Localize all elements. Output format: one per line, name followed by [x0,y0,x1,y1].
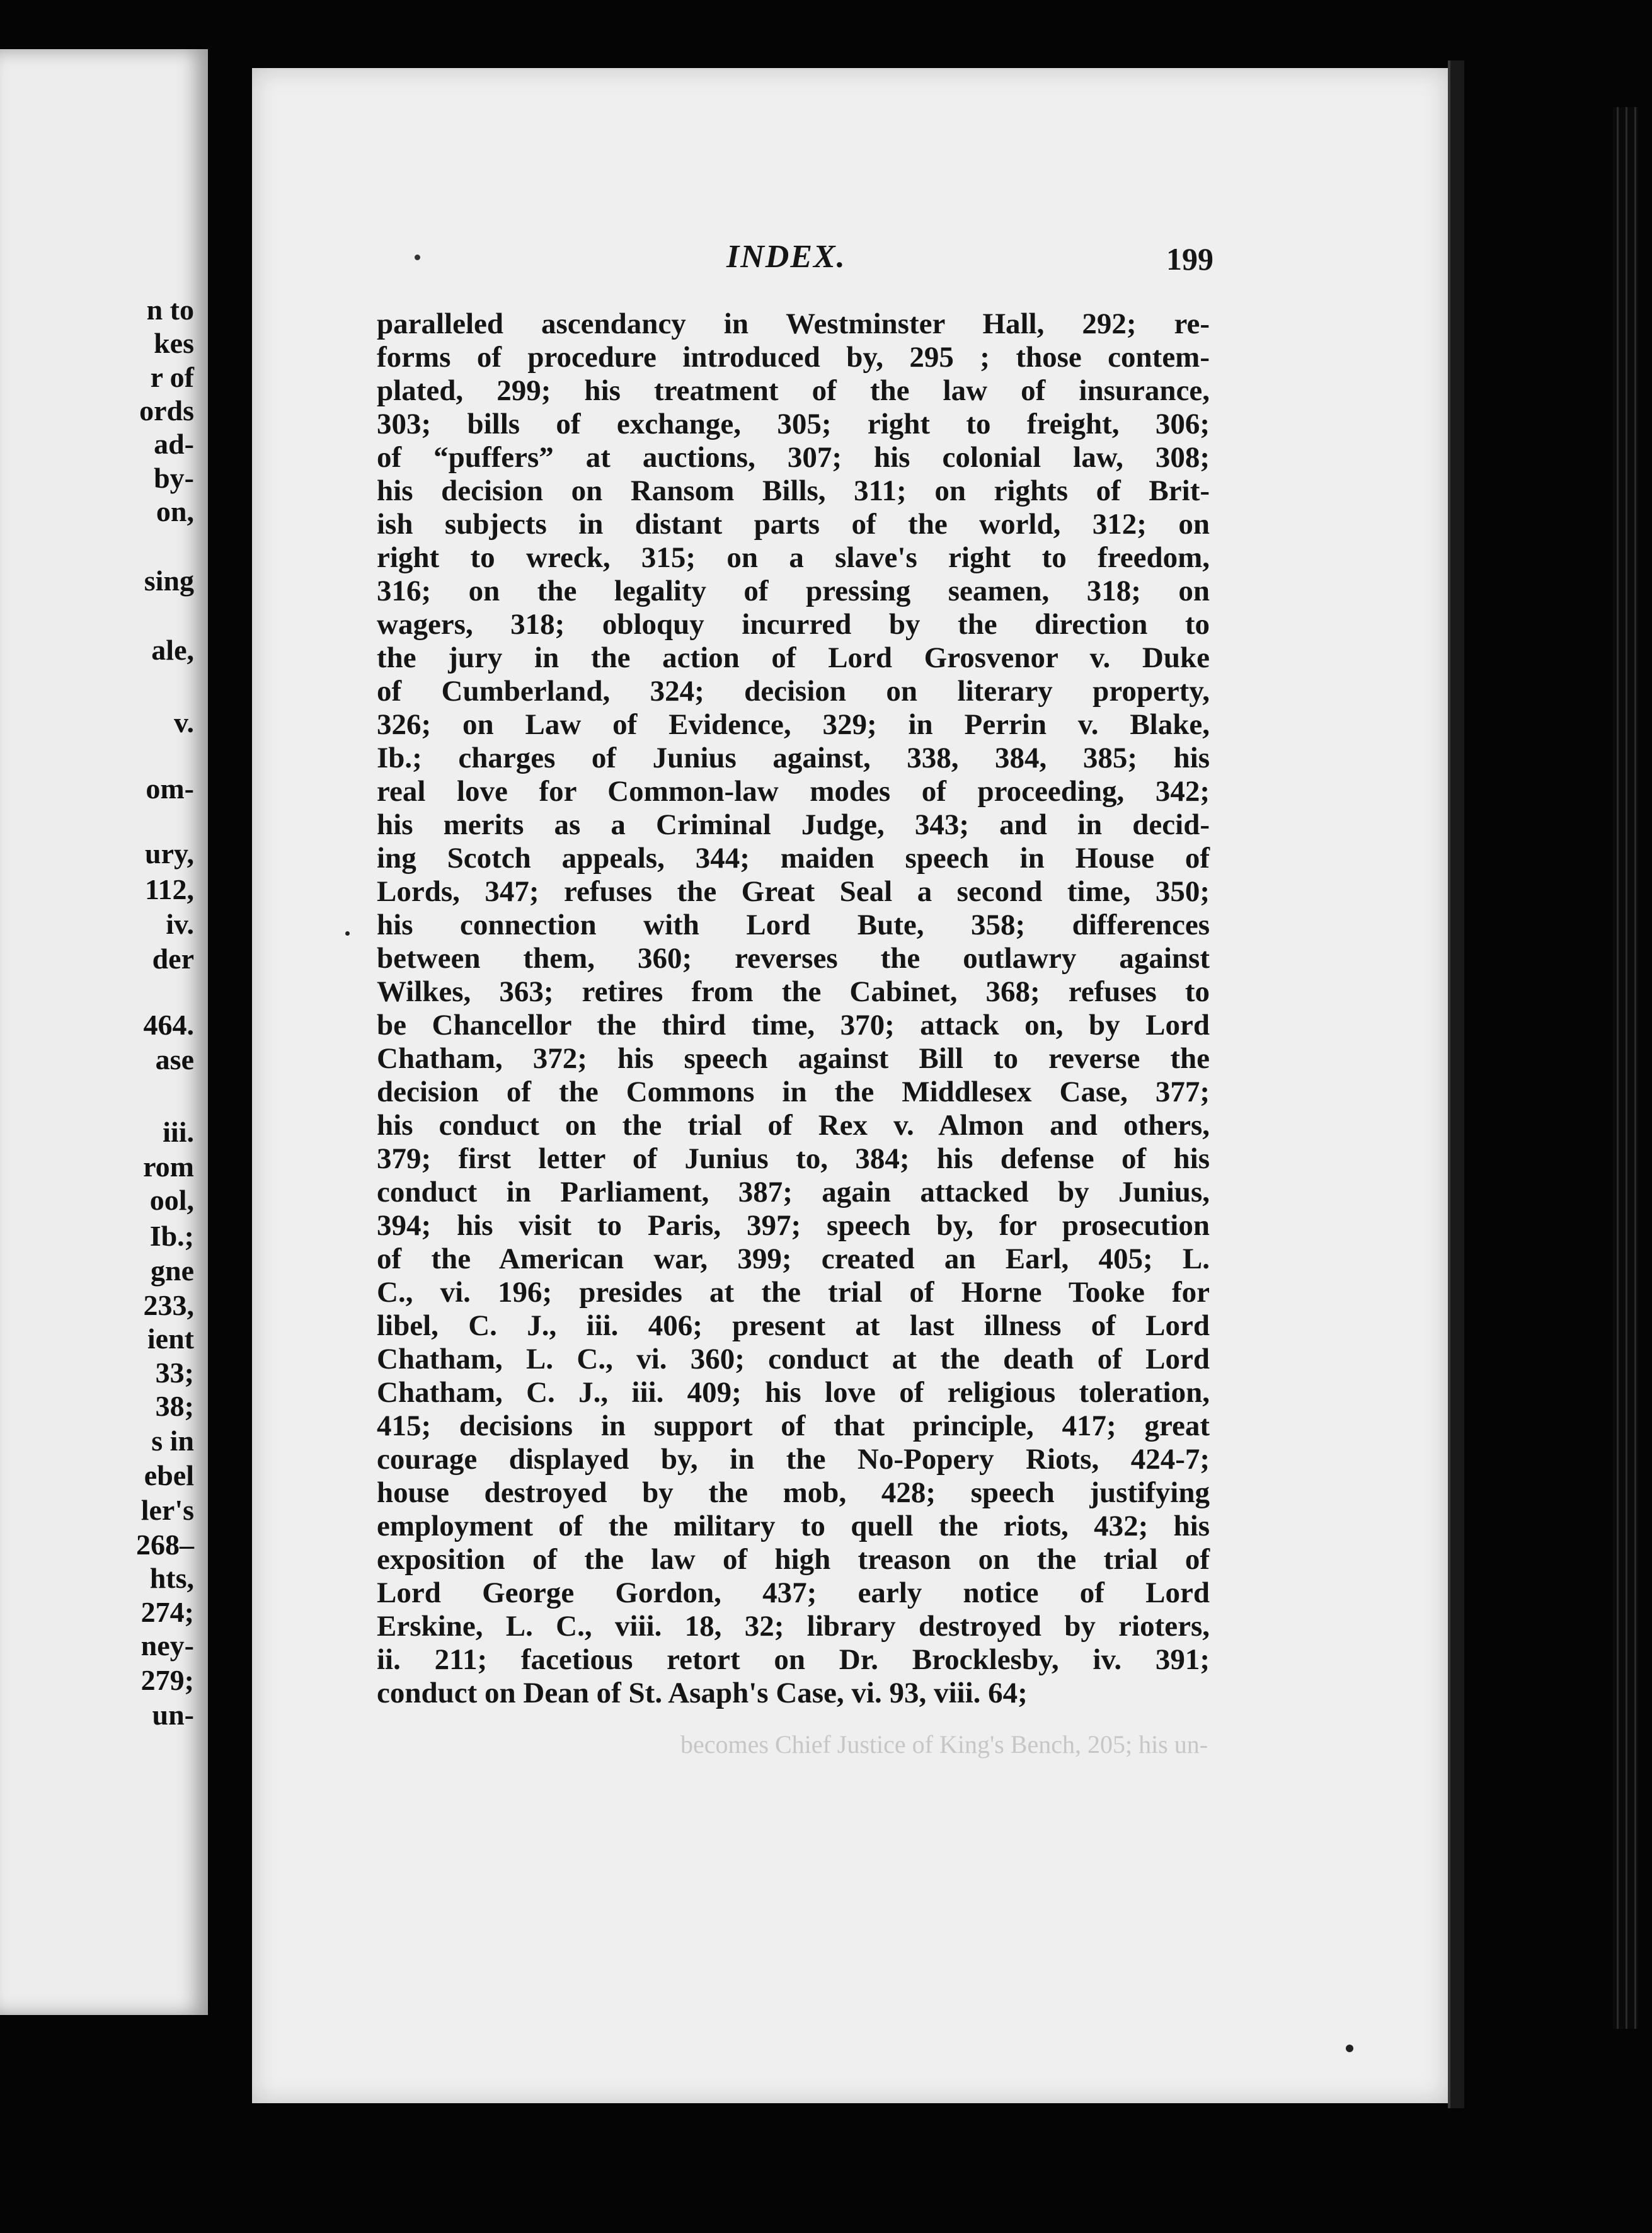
left-page-line-fragment: ler's [141,1494,194,1526]
text-line: conduct in Parliament, 387; again attacked by Junius, [377,1176,1210,1208]
text-line: 379; first letter of Junius to, 384; his defense of his [377,1142,1210,1175]
left-page-line-fragment: ale, [151,634,194,666]
text-line: 415; decisions in support of that principle, 417; great [377,1409,1210,1442]
text-line: libel, C. J., iii. 406; present at last illness of Lord [377,1309,1210,1342]
dust-speck [1346,2045,1353,2052]
text-line: 316; on the legality of pressing seamen, 318; on [377,575,1210,607]
bleed-through-text: becomes Chief Justice of King's Bench, 205; his un- [680,1730,1208,1759]
text-line: the jury in the action of Lord Grosvenor v. Duke [377,641,1210,674]
text-line: his decision on Ransom Bills, 311; on rights of Brit- [377,474,1210,507]
left-page-line-fragment: s in [151,1425,194,1457]
left-page-line-fragment: 268– [136,1529,194,1561]
left-page-line-fragment: kes [154,327,194,359]
left-page-line-fragment: r of [150,361,194,393]
left-page-line-fragment: iii. [163,1116,194,1148]
text-line: conduct on Dean of St. Asaph's Case, vi. 93, viii. 64; [377,1677,1028,1709]
text-line: his merits as a Criminal Judge, 343; and in decid- [377,808,1210,841]
text-line: forms of procedure introduced by, 295 ; those contem- [377,341,1210,374]
text-line: Lord George Gordon, 437; early notice of Lord [377,1576,1210,1609]
page-title: INDEX. [726,239,846,275]
left-page-line-fragment: om- [146,772,194,805]
left-page-line-fragment: rom [143,1151,194,1183]
page-number: 199 [1166,241,1213,277]
text-line: Chatham, 372; his speech against Bill to reverse the [377,1042,1210,1075]
text-line: of the American war, 399; created an Earl, 405; L. [377,1243,1210,1275]
left-page-line-fragment: 279; [141,1664,194,1696]
text-line: courage displayed by, in the No-Popery Riots, 424-7; [377,1443,1210,1476]
text-line: his connection with Lord Bute, 358; differences [377,909,1210,941]
text-line: Chatham, L. C., vi. 360; conduct at the death of Lord [377,1343,1210,1375]
text-line: right to wreck, 315; on a slave's right to freedom, [377,541,1210,574]
text-line: of “puffers” at auctions, 307; his colonial law, 308; [377,441,1210,474]
left-page-line-fragment: 464. [143,1009,194,1041]
text-line: 303; bills of exchange, 305; right to freight, 306; [377,408,1210,440]
text-line: employment of the military to quell the riots, 432; his [377,1510,1210,1542]
text-line: Ib.; charges of Junius against, 338, 384, 385; his [377,742,1210,774]
book-spine-edge [1613,107,1638,2029]
left-page-line-fragment: on, [156,495,194,527]
index-entry-text [377,307,1210,1710]
text-line: ing Scotch appeals, 344; maiden speech in House of [377,842,1210,875]
running-header [377,238,1213,277]
text-line: Wilkes, 363; retires from the Cabinet, 368; refuses to [377,975,1210,1008]
text-line: wagers, 318; obloquy incurred by the direction to [377,608,1210,641]
left-page-line-fragment: der [152,943,194,975]
text-line: ish subjects in distant parts of the world, 312; on [377,508,1210,541]
text-line: house destroyed by the mob, 428; speech justifying [377,1476,1210,1509]
text-line: Lords, 347; refuses the Great Seal a second time, 350; [377,875,1210,908]
page-edge-shadow [1448,60,1464,2108]
text-line: C., vi. 196; presides at the trial of Horne Tooke for [377,1276,1210,1309]
text-line: his conduct on the trial of Rex v. Almon and others, [377,1109,1210,1142]
text-line: be Chancellor the third time, 370; attack on, by Lord [377,1009,1210,1042]
left-page-line-fragment: sing [144,565,194,597]
left-page-line-fragment: n to [146,294,194,326]
dust-speck [345,931,350,936]
text-line: between them, 360; reverses the outlawry against [377,942,1210,975]
left-page-line-fragment: ool, [149,1184,194,1216]
left-page-line-fragment: 233, [143,1289,194,1321]
left-page-line-fragment: ords [139,394,194,427]
text-line: Erskine, L. C., viii. 18, 32; library destroyed by rioters, [377,1610,1210,1643]
text-line: decision of the Commons in the Middlesex Case, 377; [377,1076,1210,1108]
left-page-line-fragment: v. [174,706,194,738]
left-page-line-fragment: ient [147,1323,194,1355]
text-line: exposition of the law of high treason on the trial of [377,1543,1210,1576]
left-page-line-fragment: iv. [166,908,194,940]
left-page-line-fragment: 274; [141,1596,194,1628]
left-page-line-fragment: 33; [155,1357,194,1389]
left-page-line-fragment: ury, [145,837,194,870]
text-line: of Cumberland, 324; decision on literary property, [377,675,1210,708]
text-line: 394; his visit to Paris, 397; speech by, for prosecution [377,1209,1210,1242]
printer-dot-mark [415,255,420,260]
text-line: ii. 211; facetious retort on Dr. Brocklesby, iv. 391; [377,1643,1210,1676]
left-page-line-fragment: un- [152,1699,194,1731]
left-page-line-fragment: ad- [154,428,194,460]
text-line: 326; on Law of Evidence, 329; in Perrin v. Blake, [377,708,1210,741]
left-page-line-fragment: ase [155,1043,194,1076]
text-line: plated, 299; his treatment of the law of insurance, [377,374,1210,407]
left-facing-page [0,49,208,2015]
left-page-line-fragment: ebel [144,1459,194,1491]
left-page-line-fragment: 38; [155,1390,194,1422]
left-page-line-fragment: Ib.; [149,1220,194,1252]
left-page-line-fragment: by- [154,462,194,494]
left-page-line-fragment: ney- [141,1629,194,1662]
left-page-line-fragment: gne [151,1254,194,1287]
left-page-line-fragment: hts, [149,1562,194,1594]
left-page-line-fragment: 112, [145,873,194,905]
text-line: real love for Common-law modes of proceeding, 342; [377,775,1210,808]
text-line: paralleled ascendancy in Westminster Hall, 292; re- [377,307,1210,340]
text-line: Chatham, C. J., iii. 409; his love of religious toleration, [377,1376,1210,1409]
